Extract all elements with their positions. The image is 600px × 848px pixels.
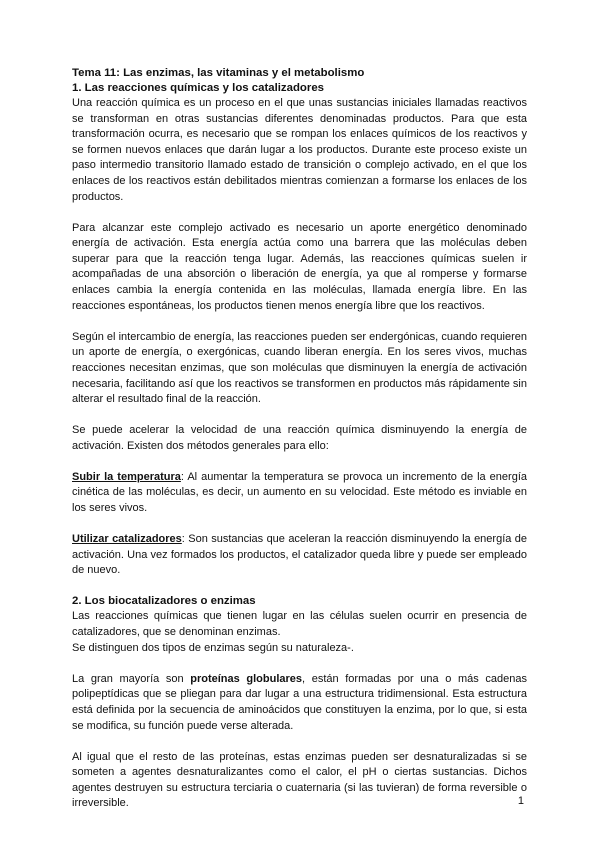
method-temperature-text: : Al aumentar la temperatura se provoca un incremento de la energía cinética de las moléculas, es decir, un aumento en su velocidad. Este método es inviable en los seres vivos. bbox=[72, 470, 527, 515]
section-2-paragraph-2-post: , están formadas por una o más cadenas polipeptídicas que se pliegan para dar lugar a una estructura tridimensional. Esta estructura está definida por la secuencia de aminoácidos que constituyen la enzima, por lo que, si esta se modifica, su función puede verse alterada. bbox=[72, 672, 527, 732]
section-1-paragraph-1: Una reacción química es un proceso en el que unas sustancias iniciales llamadas reactivos se transforman en otras sustancias diferentes denominadas productos. Para que esta transformación ocurra, es necesario que se rompan los enlaces químicos de los reactivos y se formen nuevos enlaces que darán lugar a los productos. Durante este proceso existe un paso intermedio transitorio llamado estado de transición o complejo activado, en el que los enlaces de los reactivos están debilitados mientras comienzan a formarse los enlaces de los productos. bbox=[72, 97, 527, 203]
method-temperature-label: Subir la temperatura bbox=[72, 470, 181, 483]
section-1-paragraph-3: Según el intercambio de energía, las reacciones pueden ser endergónicas, cuando requieren un aporte de energía, o exergónicas, cuando liberan energía. En los seres vivos, muchas reacciones necesitan enzimas, que son moléculas que disminuyen la energía de activación necesaria, facilitando así que los reactivos se transformen en productos más rápidamente sin alterar el resultado final de la reacción. bbox=[72, 330, 527, 406]
document-title: Tema 11: Las enzimas, las vitaminas y el metabolismo bbox=[72, 67, 365, 79]
section-2-paragraph-1: Las reacciones químicas que tienen lugar en las células suelen ocurrir en presencia de catalizadores, que se denominan enzimas. bbox=[72, 610, 527, 639]
section-2-paragraph-2 bbox=[72, 672, 527, 734]
page-number: 1 bbox=[517, 795, 524, 807]
globular-proteins-term: proteínas globulares bbox=[190, 672, 303, 685]
method-temperature bbox=[72, 470, 527, 517]
section-1-heading: 1. Las reacciones químicas y los catalizadores bbox=[72, 82, 324, 94]
method-catalysts-text: : Son sustancias que aceleran la reacción disminuyendo la energía de activación. Una vez formados los productos, el catalizador queda libre y puede ser empleado de nuevo. bbox=[72, 533, 528, 577]
section-2-heading: 2. Los biocatalizadores o enzimas bbox=[72, 595, 256, 608]
section-2-paragraph-3: Al igual que el resto de las proteínas, estas enzimas pueden ser desnaturalizadas si se someten a agentes desnaturalizantes como el calor, el pH o ciertas sustancias. Dichos agentes destruyen su estructura terciaria o cuaternaria (si las tuvieran) de forma reversible o irreversible. bbox=[72, 750, 527, 810]
section-1-paragraph-2: Para alcanzar este complejo activado es necesario un aporte energético denominado energía de activación. Esta energía actúa como una barrera que las moléculas deben superar para que la reacción tenga lugar. Además, las reacciones químicas suelen ir acompañadas de una absorción o liberación de energía, ya que al romperse y formarse enlaces cambia la energía contenida en las moléculas, llamada energía libre. En las reacciones espontáneas, los productos tienen menos energía libre que los reactivos. bbox=[72, 221, 527, 312]
method-catalysts-label: Utilizar catalizadores bbox=[72, 533, 182, 546]
section-1-paragraph-4: Se puede acelerar la velocidad de una reacción química disminuyendo la energía de activación. Existen dos métodos generales para ello: bbox=[72, 424, 527, 452]
section-2-paragraph-1b: Se distinguen dos tipos de enzimas según su naturaleza-. bbox=[72, 641, 354, 654]
document-page bbox=[72, 66, 527, 812]
section-2-paragraph-2-pre: La gran mayoría son bbox=[72, 672, 191, 685]
method-catalysts bbox=[72, 532, 527, 579]
